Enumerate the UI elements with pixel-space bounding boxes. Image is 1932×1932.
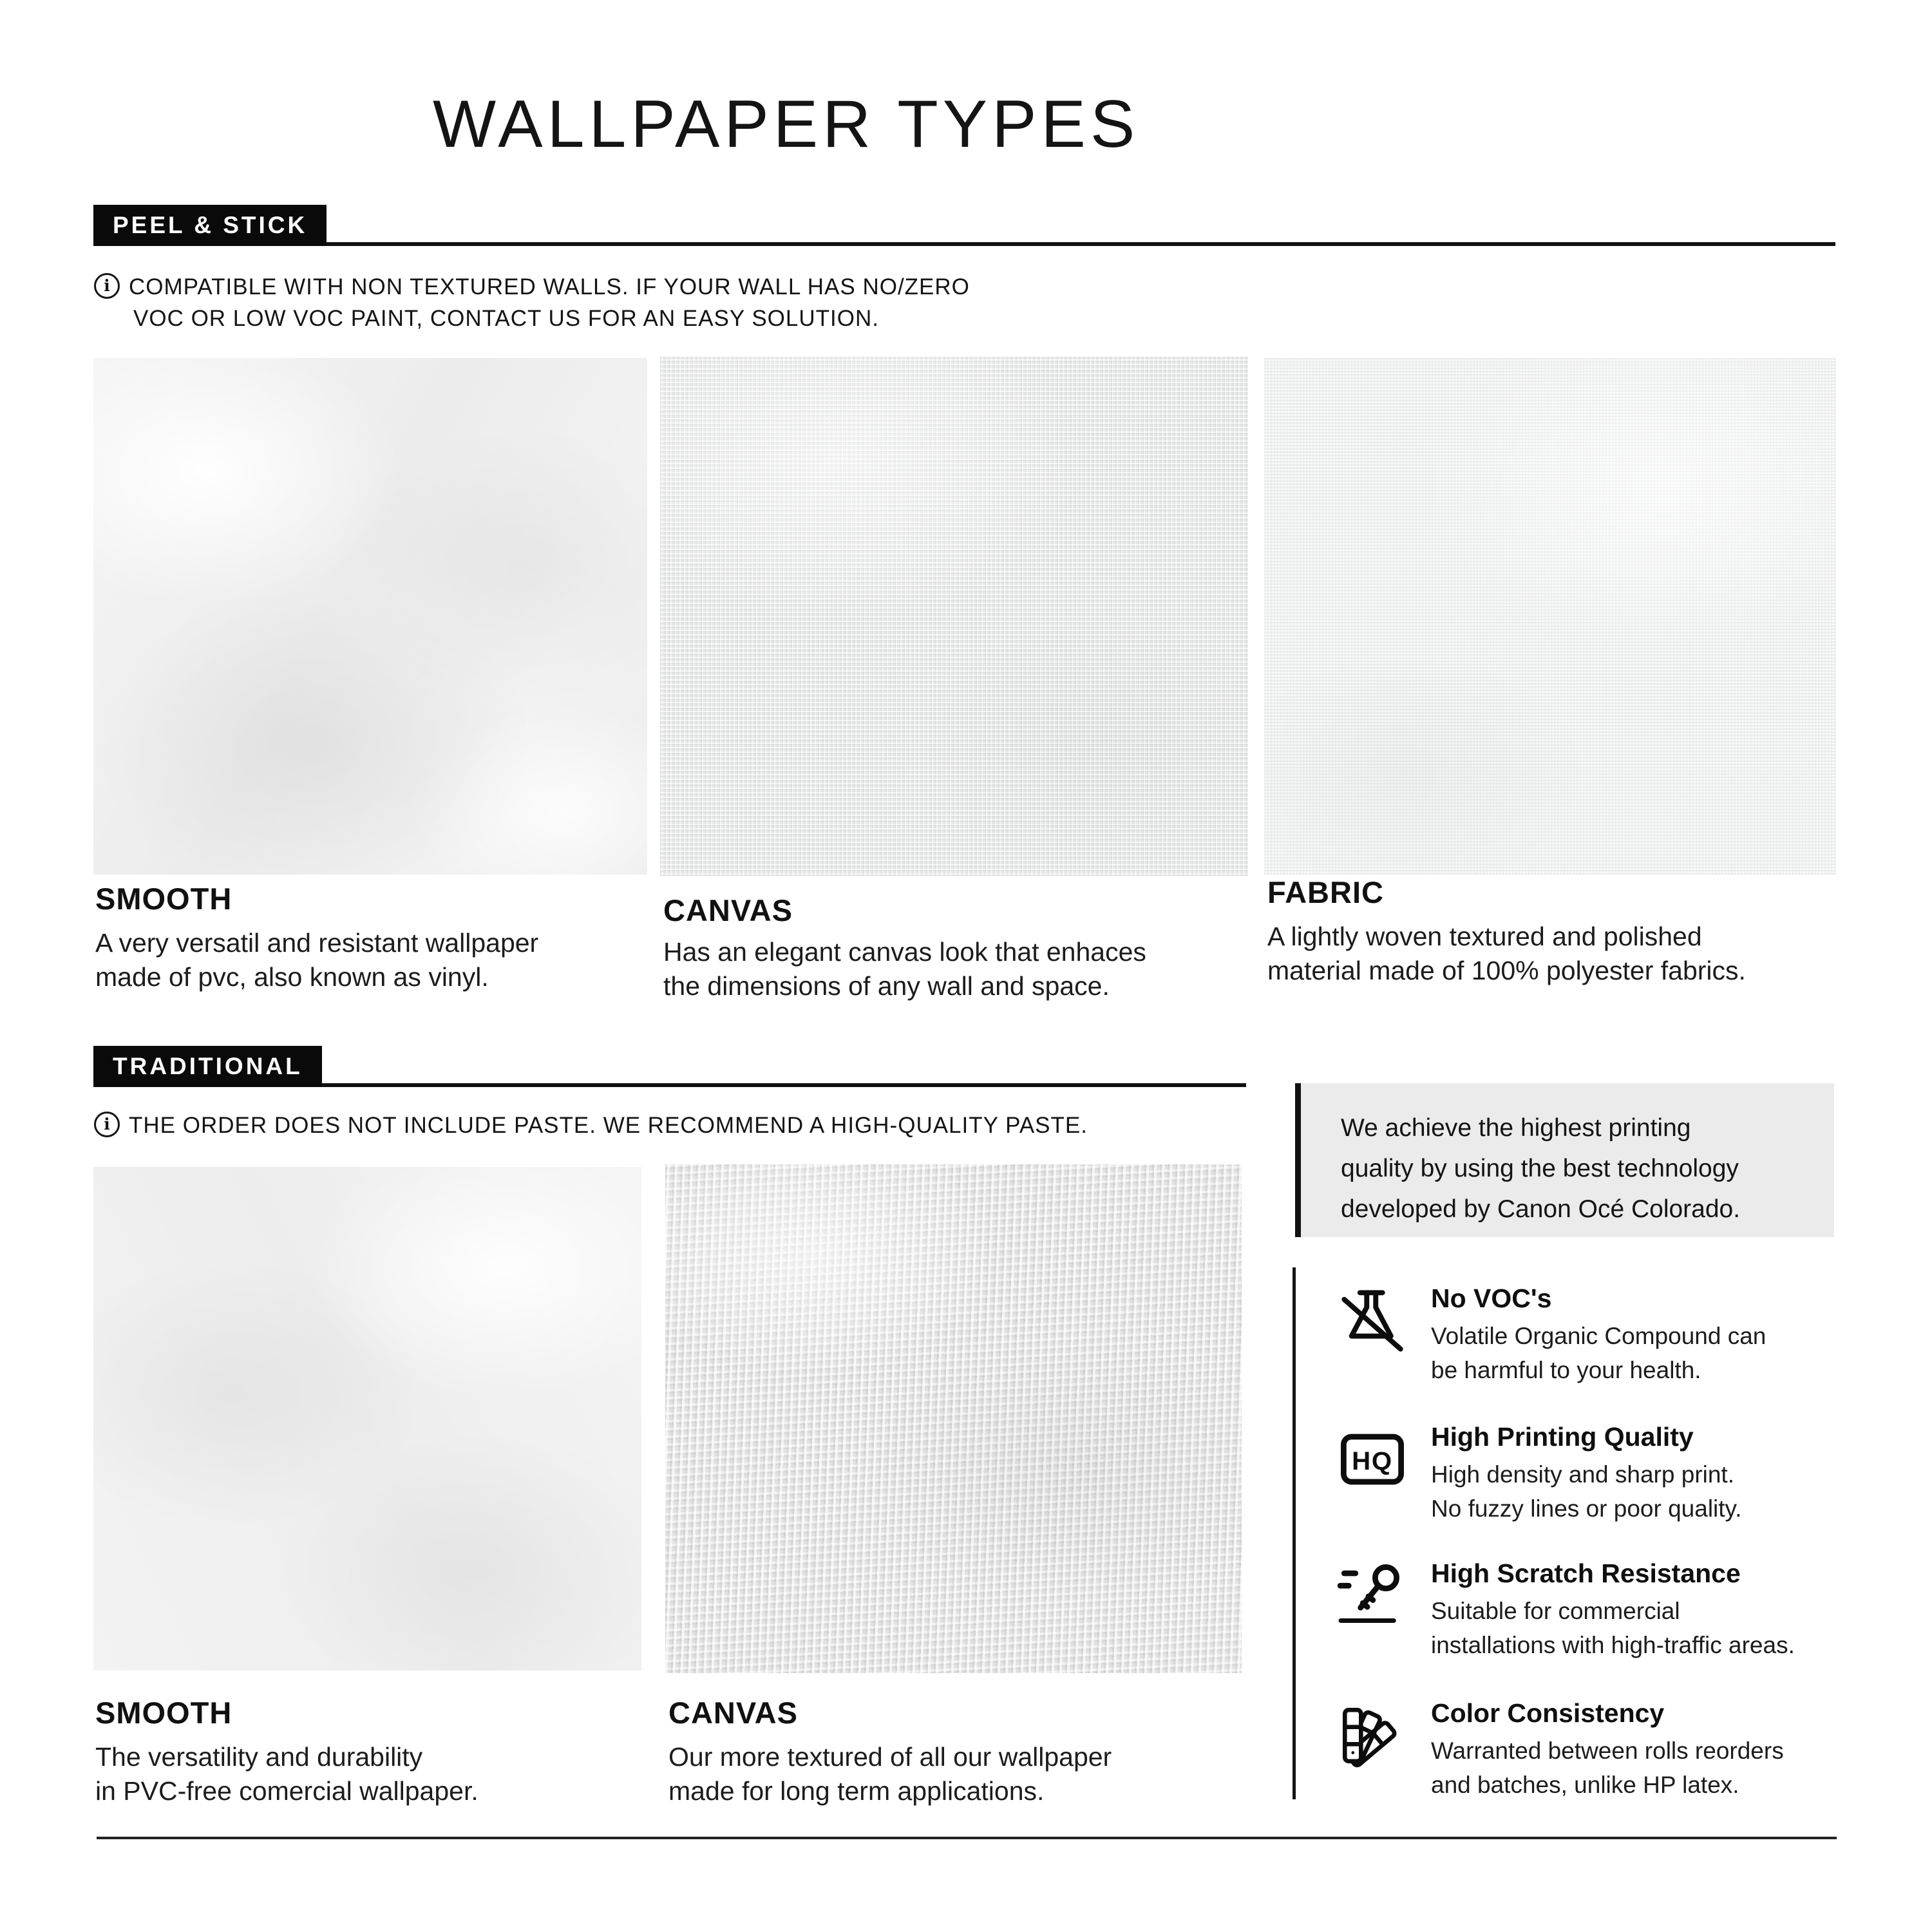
type-desc-peel-fabric xyxy=(1267,920,1746,988)
swatch-peel-fabric xyxy=(1264,358,1836,875)
desc-line: Volatile Organic Compound can xyxy=(1431,1323,1766,1349)
info-icon: i xyxy=(94,1112,120,1137)
feature-no-voc xyxy=(1336,1283,1877,1399)
feature-title: No VOC's xyxy=(1431,1283,1552,1313)
desc-line: High density and sharp print. xyxy=(1431,1461,1734,1488)
feature-high-printing-quality xyxy=(1336,1422,1877,1538)
swatch-traditional-smooth xyxy=(93,1167,641,1671)
feature-desc xyxy=(1431,1734,1784,1802)
type-name-peel-fabric: FABRIC xyxy=(1267,875,1384,909)
hq-badge-icon xyxy=(1336,1423,1408,1495)
feature-desc xyxy=(1431,1457,1742,1526)
type-desc-peel-smooth xyxy=(95,926,538,994)
desc-line: made of pvc, also known as vinyl. xyxy=(95,962,489,992)
type-name-peel-smooth: SMOOTH xyxy=(95,882,232,916)
traditional-section-badge: TRADITIONAL xyxy=(93,1046,322,1087)
feature-desc xyxy=(1431,1319,1766,1387)
feature-desc xyxy=(1431,1594,1795,1662)
color-swatches-icon xyxy=(1336,1700,1408,1772)
desc-line: made for long term applications. xyxy=(668,1776,1045,1806)
swatch-traditional-canvas xyxy=(665,1164,1242,1673)
desc-line: A very versatil and resistant wallpaper xyxy=(95,928,539,958)
feature-title: High Printing Quality xyxy=(1431,1422,1694,1452)
desc-line: material made of 100% polyester fabrics. xyxy=(1267,956,1746,985)
quality-highlight-text xyxy=(1341,1108,1740,1229)
desc-line: the dimensions of any wall and space. xyxy=(663,971,1110,1001)
quality-line: We achieve the highest printing xyxy=(1341,1114,1691,1142)
quality-highlight-box xyxy=(1295,1083,1834,1237)
type-desc-peel-canvas xyxy=(663,935,1146,1003)
desc-line: A lightly woven textured and polished xyxy=(1267,922,1702,951)
desc-line: installations with high-traffic areas. xyxy=(1431,1632,1795,1658)
peel-stick-note-line-2: VOC OR LOW VOC PAINT, CONTACT US FOR AN EASY SOLUTION. xyxy=(133,306,879,331)
type-desc-traditional-canvas xyxy=(668,1740,1112,1808)
desc-line: in PVC-free comercial wallpaper. xyxy=(95,1776,478,1806)
desc-line: Warranted between rolls reorders xyxy=(1431,1738,1784,1764)
page-title: WALLPAPER TYPES xyxy=(433,87,1140,162)
peel-stick-note-line-1: COMPATIBLE WITH NON TEXTURED WALLS. IF YOUR WALL HAS NO/ZERO xyxy=(129,274,970,299)
type-name-traditional-canvas: CANVAS xyxy=(668,1696,798,1730)
traditional-note-line: THE ORDER DOES NOT INCLUDE PASTE. WE RECOMMEND A HIGH-QUALITY PASTE. xyxy=(129,1113,1088,1138)
quality-line: quality by using the best technology xyxy=(1341,1155,1739,1182)
desc-line: be harmful to your health. xyxy=(1431,1357,1701,1383)
feature-color-consistency xyxy=(1336,1698,1877,1814)
desc-line: Has an elegant canvas look that enhaces xyxy=(663,937,1146,967)
peel-stick-section-badge: PEEL & STICK xyxy=(93,205,327,246)
svg-text:HQ: HQ xyxy=(1352,1446,1393,1475)
desc-line: Our more textured of all our wallpaper xyxy=(668,1742,1112,1772)
quality-line: developed by Canon Océ Colorado. xyxy=(1341,1195,1741,1223)
feature-title: Color Consistency xyxy=(1431,1698,1665,1728)
no-voc-flask-icon xyxy=(1336,1285,1408,1357)
peel-stick-section-rule xyxy=(93,242,1835,246)
feature-high-scratch-resistance xyxy=(1336,1558,1877,1674)
features-divider-line xyxy=(1293,1267,1296,1799)
desc-line: No fuzzy lines or poor quality. xyxy=(1431,1495,1742,1522)
desc-line: Suitable for commercial xyxy=(1431,1598,1680,1624)
scratch-key-icon xyxy=(1336,1560,1408,1632)
swatch-peel-canvas xyxy=(660,357,1248,876)
type-name-traditional-smooth: SMOOTH xyxy=(95,1696,232,1730)
desc-line: The versatility and durability xyxy=(95,1742,423,1772)
type-name-peel-canvas: CANVAS xyxy=(663,893,793,927)
info-icon: i xyxy=(94,273,120,299)
type-desc-traditional-smooth xyxy=(95,1740,478,1808)
desc-line: and batches, unlike HP latex. xyxy=(1431,1772,1739,1798)
bottom-rule xyxy=(97,1837,1837,1839)
swatch-peel-smooth xyxy=(93,358,647,875)
feature-title: High Scratch Resistance xyxy=(1431,1558,1741,1588)
